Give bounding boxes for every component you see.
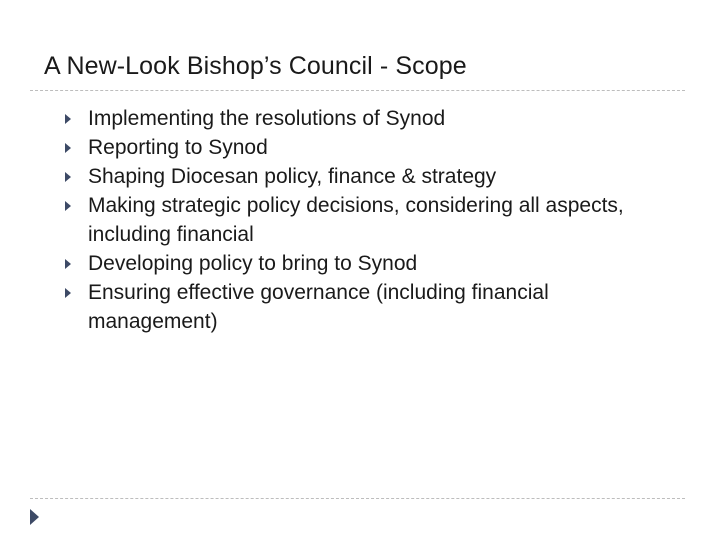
title-divider — [30, 90, 685, 91]
triangle-bullet-icon — [65, 172, 71, 182]
triangle-bullet-icon — [65, 259, 71, 269]
bullet-text: Ensuring effective governance (including financial management) — [88, 281, 549, 333]
footer-divider — [30, 498, 685, 499]
list-item — [62, 249, 682, 278]
list-item — [62, 162, 682, 191]
slide-title: A New-Look Bishop’s Council - Scope — [44, 52, 467, 80]
bullet-text: Making strategic policy decisions, considering all aspects, including financial — [88, 194, 624, 246]
triangle-bullet-icon — [65, 201, 71, 211]
bullet-text: Shaping Diocesan policy, finance & strategy — [88, 165, 497, 188]
next-slide-icon[interactable] — [30, 509, 39, 525]
triangle-bullet-icon — [65, 143, 71, 153]
list-item — [62, 278, 682, 336]
list-item — [62, 104, 682, 133]
bullet-list — [62, 104, 682, 336]
list-item — [62, 191, 682, 249]
triangle-bullet-icon — [65, 288, 71, 298]
bullet-text: Developing policy to bring to Synod — [88, 252, 418, 275]
list-item — [62, 133, 682, 162]
bullet-text: Reporting to Synod — [88, 136, 268, 159]
bullet-text: Implementing the resolutions of Synod — [88, 107, 446, 130]
triangle-bullet-icon — [65, 114, 71, 124]
